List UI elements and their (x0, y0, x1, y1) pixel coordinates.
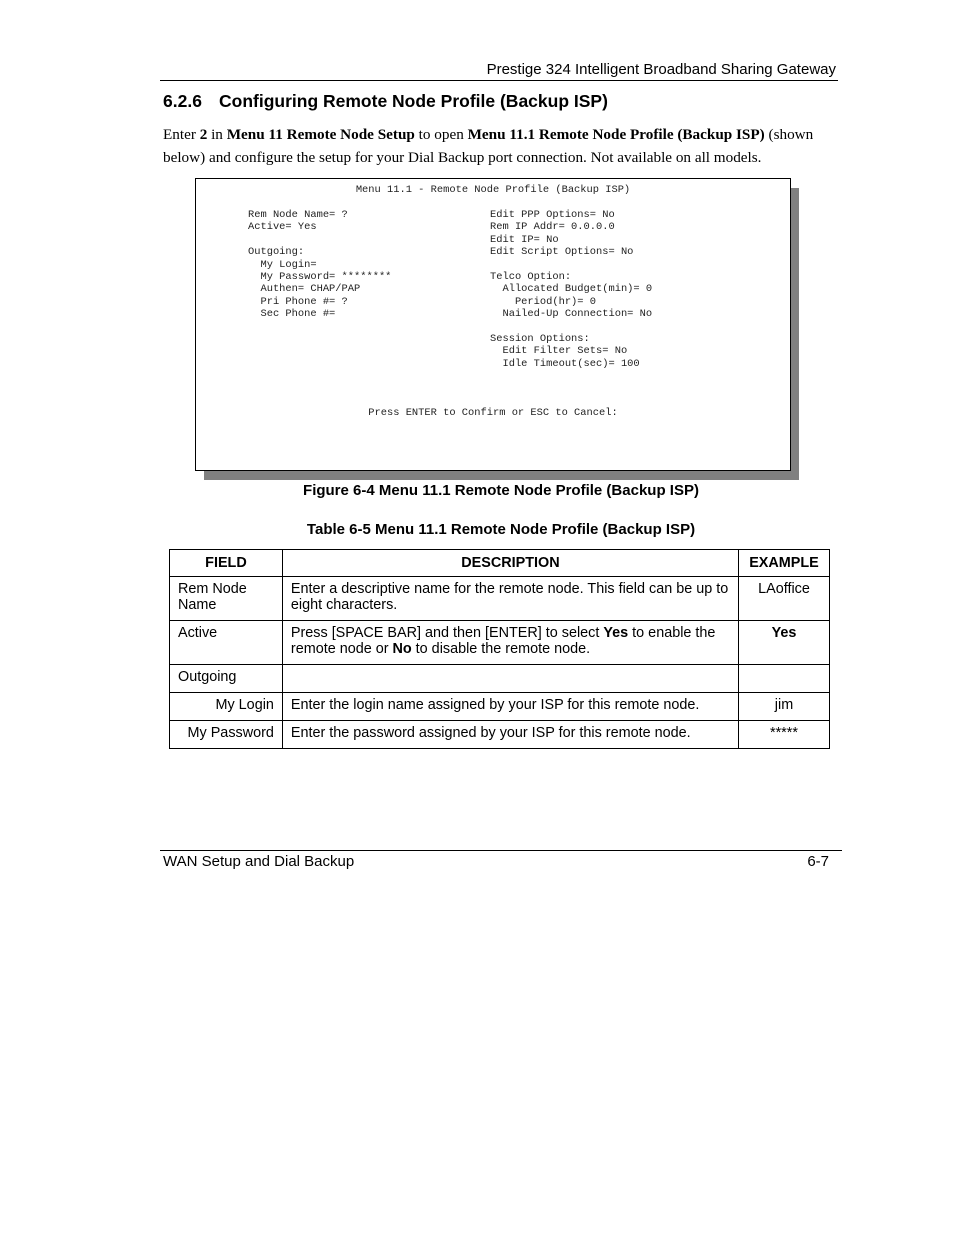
intro-bold-menu-number: 2 (199, 126, 208, 143)
description-bold: No (392, 641, 412, 657)
field-cell: Outgoing (170, 665, 283, 693)
description-text: to disable the remote node. (411, 641, 591, 657)
header-divider (160, 80, 838, 81)
field-cell: My Password (170, 721, 283, 749)
intro-text: to open (414, 126, 468, 143)
table-row (170, 577, 830, 621)
field-cell: My Login (170, 693, 283, 721)
description-cell: Enter the password assigned by your ISP for this remote node. (282, 721, 738, 749)
table-row (170, 621, 830, 665)
intro-bold-menu-title: Menu 11.1 Remote Node Profile (Backup ISP) (467, 126, 765, 143)
description-text: to enable the remote node or (290, 625, 716, 657)
page-header-title: Prestige 324 Intelligent Broadband Sharing Gateway (486, 61, 836, 78)
example-cell (739, 665, 830, 693)
example-cell: Yes (739, 621, 830, 665)
table-row (170, 693, 830, 721)
terminal-screen (195, 178, 791, 471)
intro-bold-menu-name: Menu 11 Remote Node Setup (226, 126, 415, 143)
field-description-table (169, 549, 830, 749)
field-cell: Active (170, 621, 283, 665)
description-text: Press [SPACE BAR] and then [ENTER] to select (290, 625, 604, 641)
figure-caption: Figure 6-4 Menu 11.1 Remote Node Profile (Backup ISP) (303, 482, 699, 499)
table-header-row (170, 550, 830, 577)
example-cell: jim (739, 693, 830, 721)
table-row (170, 665, 830, 693)
terminal-prompt: Press ENTER to Confirm or ESC to Cancel: (368, 407, 618, 419)
footer-page-number: 6-7 (807, 853, 829, 870)
section-heading (163, 91, 608, 112)
column-header-field: FIELD (170, 550, 283, 577)
footer-divider (160, 850, 842, 851)
description-bold: Yes (603, 625, 629, 641)
example-cell: ***** (739, 721, 830, 749)
footer-chapter-title: WAN Setup and Dial Backup (163, 853, 355, 870)
intro-text: Enter (163, 126, 200, 143)
table-caption: Table 6-5 Menu 11.1 Remote Node Profile (Backup ISP) (306, 521, 696, 538)
section-number: 6.2.6 (163, 91, 202, 111)
terminal-right-column: Edit PPP Options= No Rem IP Addr= 0.0.0.0 Edit IP= No Edit Script Options= No Telco Option: Allocated Budget(min)= 0 Period(hr)= 0 Nailed-Up Connection= No Session Options: Edit Filter Sets= No Idle Timeout(sec)= 100 (490, 209, 653, 370)
column-header-example: EXAMPLE (739, 550, 830, 577)
description-cell (282, 665, 738, 693)
intro-text: (shown below) and configure the setup for your Dial Backup port connection. Not available on all models. (163, 126, 814, 166)
column-header-description: DESCRIPTION (282, 550, 738, 577)
table-row (170, 721, 830, 749)
field-cell: Rem Node Name (170, 577, 283, 621)
terminal-title: Menu 11.1 - Remote Node Profile (Backup ISP) (355, 184, 631, 196)
section-title: Configuring Remote Node Profile (Backup ISP) (219, 91, 608, 111)
description-cell (282, 621, 738, 665)
terminal-left-column: Rem Node Name= ? Active= Yes Outgoing: My Login= My Password= ******** Authen= CHAP/PAP Pri Phone #= ? Sec Phone #= (248, 209, 392, 321)
example-cell: LAoffice (739, 577, 830, 621)
intro-text: in (207, 126, 227, 143)
intro-paragraph (163, 123, 839, 169)
description-cell: Enter a descriptive name for the remote node. This field can be up to eight characters. (282, 577, 738, 621)
description-cell: Enter the login name assigned by your ISP for this remote node. (282, 693, 738, 721)
